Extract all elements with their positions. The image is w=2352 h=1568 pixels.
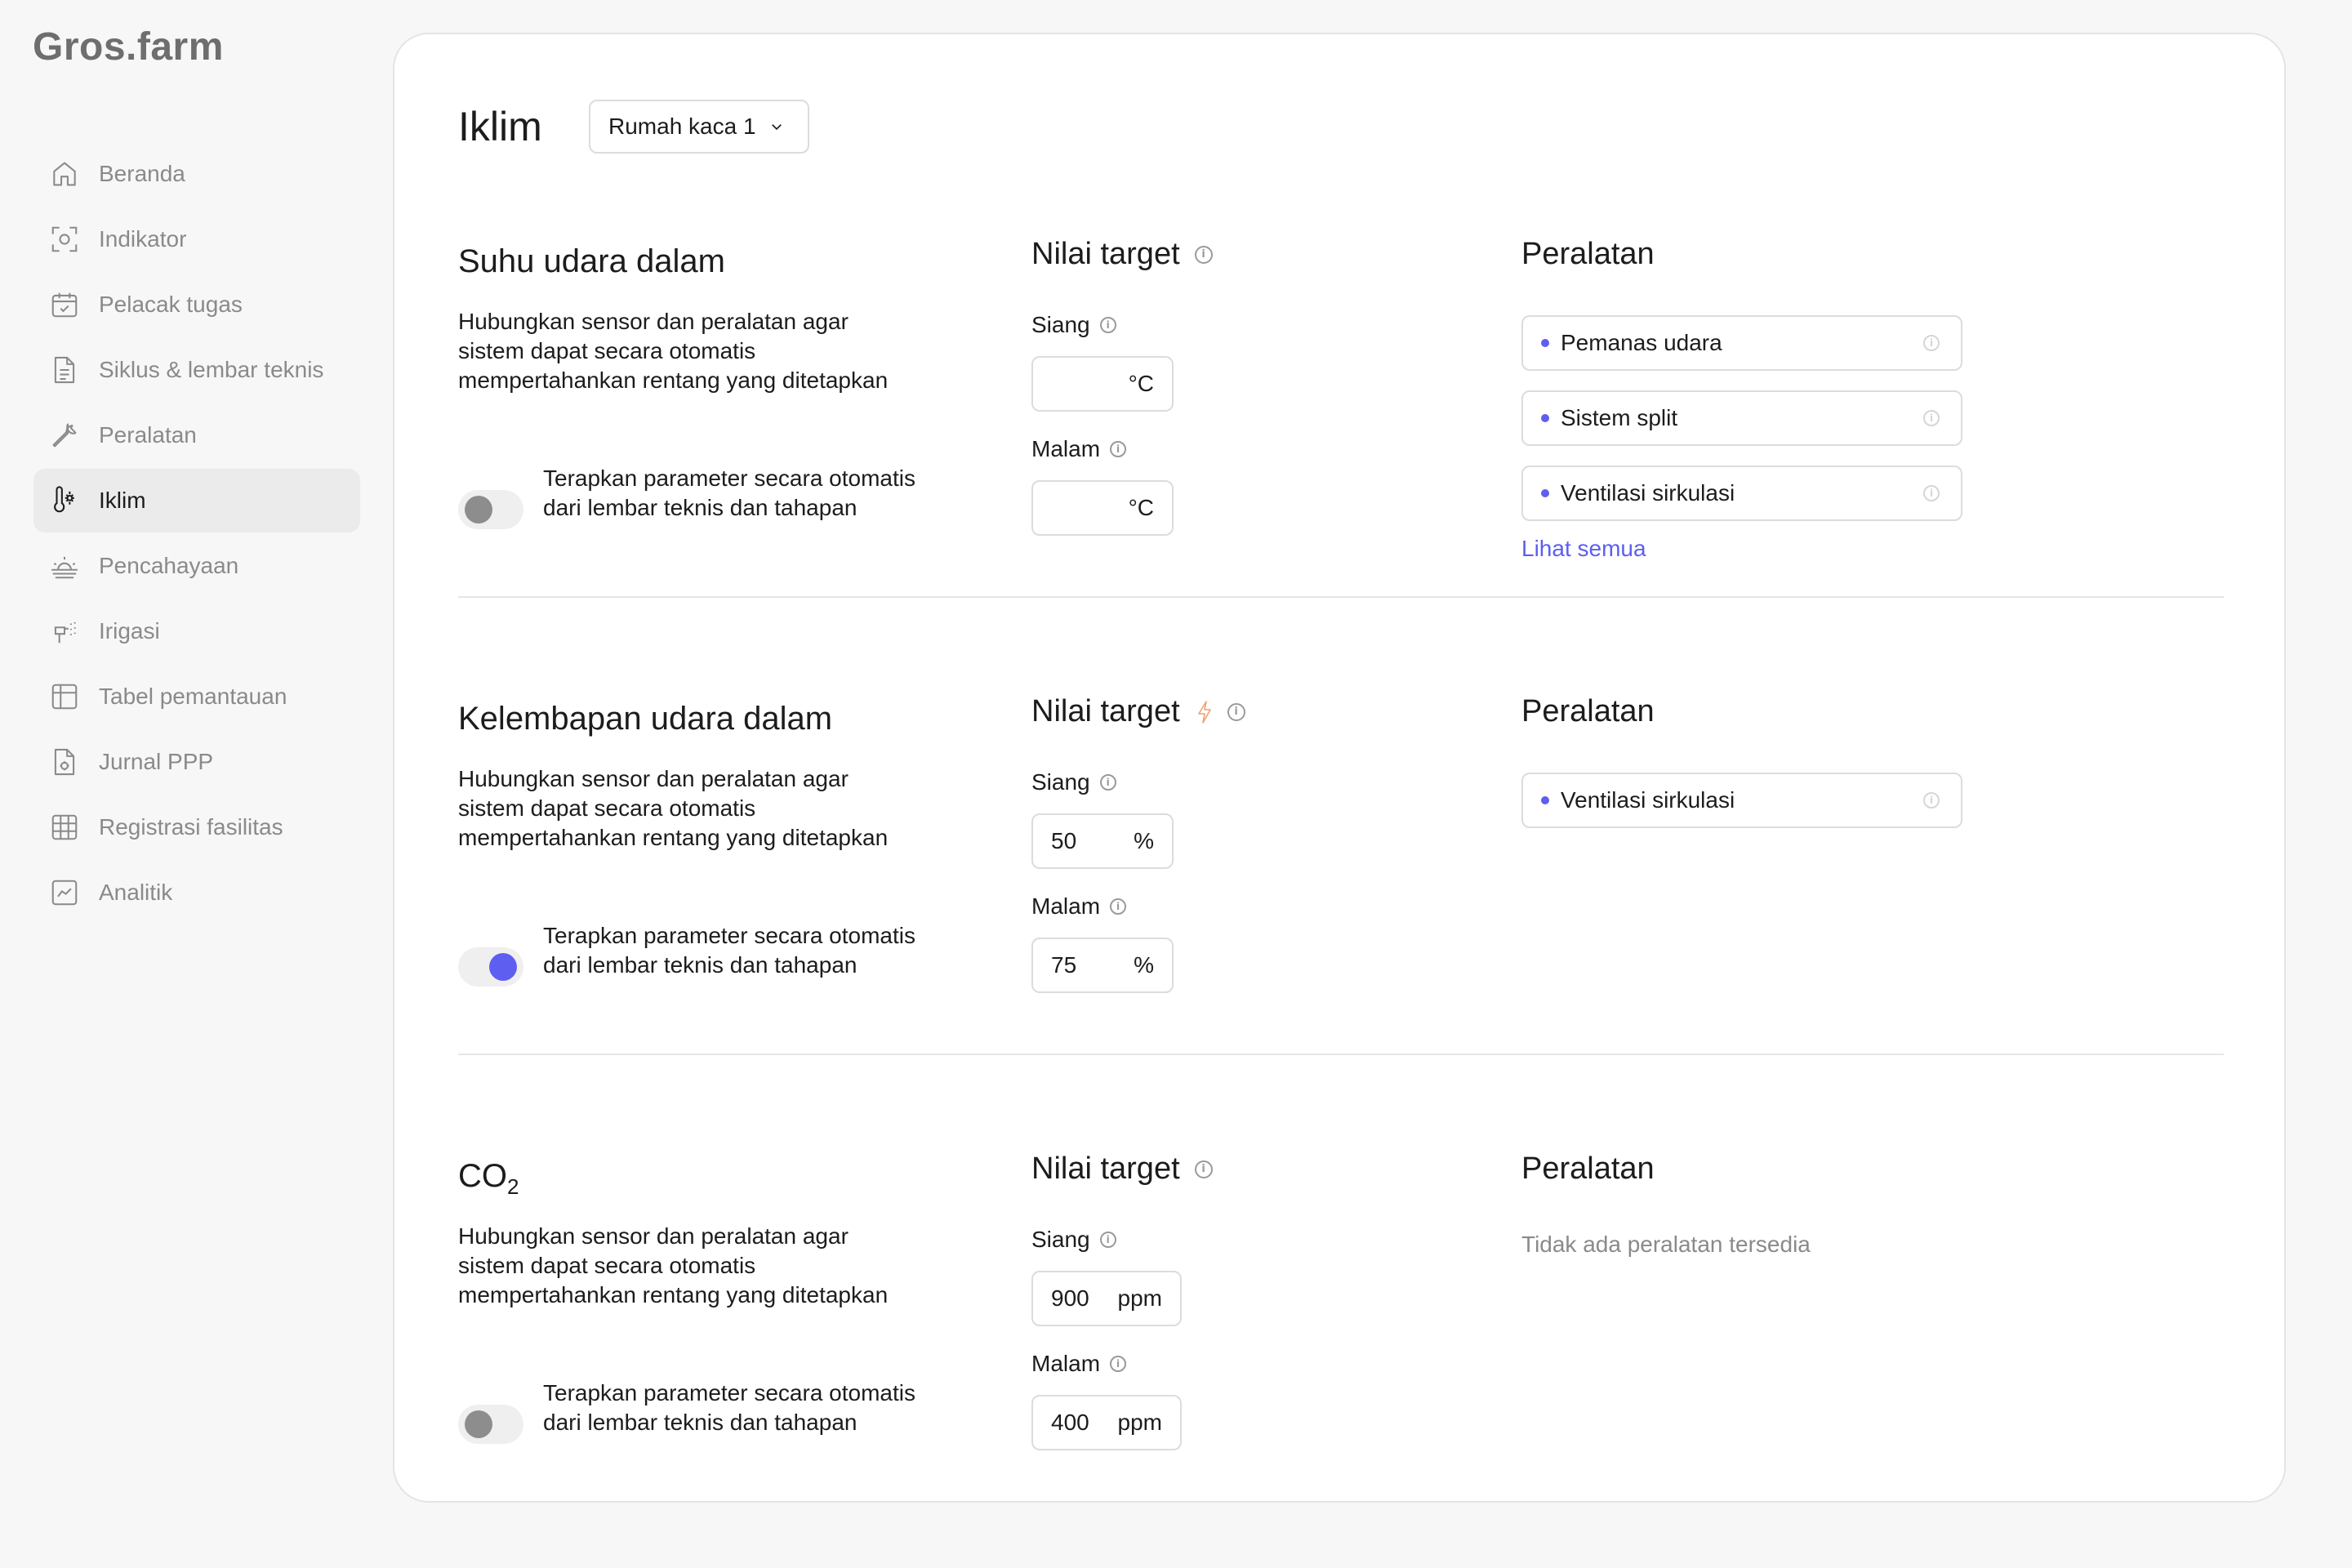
equipment-heading: Peralatan: [1521, 1152, 1655, 1186]
unit-label: °C: [1128, 371, 1154, 396]
section-title: Kelembapan udara dalam: [458, 701, 833, 737]
analytics-icon: [48, 876, 81, 909]
sunrise-icon: [48, 550, 81, 582]
chevron-down-icon: [769, 119, 784, 134]
equipment-name: Pemanas udara: [1561, 330, 1722, 355]
sidebar-item-indikator[interactable]: [33, 207, 360, 271]
target-heading: [1031, 237, 1213, 272]
status-dot: [1541, 339, 1549, 347]
status-dot: [1541, 796, 1549, 804]
sidebar-item-label: Siklus & lembar teknis: [99, 357, 324, 382]
section-title: [458, 1158, 519, 1200]
day-value-input[interactable]: [1031, 1271, 1182, 1326]
info-icon[interactable]: i: [1195, 1160, 1213, 1178]
equipment-name: Ventilasi sirkulasi: [1561, 480, 1735, 506]
auto-params-toggle[interactable]: [458, 947, 523, 987]
thermometer-sun-icon: [48, 484, 81, 517]
night-value-input[interactable]: [1031, 938, 1174, 993]
day-label-text: Siang: [1031, 1227, 1090, 1252]
day-label-text: Siang: [1031, 312, 1090, 337]
section-description: Hubungkan sensor dan peralatan agar sistem dapat secara otomatis mempertahankan rentang yang ditetapkan: [458, 1223, 889, 1307]
info-icon[interactable]: i: [1100, 317, 1116, 333]
section-air-temperature: [458, 212, 2224, 653]
toggle-label: Terapkan parameter secara otomatis dari lembar teknis dan tahapan: [543, 923, 915, 978]
toggle-knob: [465, 496, 492, 523]
day-value-input[interactable]: [1031, 356, 1174, 412]
section-co2: [458, 1127, 2224, 1568]
sidebar-item-pencahayaan[interactable]: [33, 534, 360, 598]
night-label-text: Malam: [1031, 893, 1101, 919]
night-label: [1031, 436, 1126, 462]
sidebar-item-label: Tabel pemantauan: [99, 684, 287, 709]
section-title-text: CO: [458, 1158, 507, 1194]
equipment-item[interactable]: [1521, 773, 1962, 828]
auto-params-toggle[interactable]: [458, 490, 523, 529]
night-value-input[interactable]: [1031, 480, 1174, 536]
sidebar-item-label: Indikator: [99, 226, 187, 252]
calendar-check-icon: [48, 288, 81, 321]
section-description: Hubungkan sensor dan peralatan agar sistem dapat secara otomatis mempertahankan rentang yang ditetapkan: [458, 309, 889, 393]
section-title-subscript: 2: [507, 1174, 519, 1199]
unit-label: %: [1134, 952, 1154, 978]
info-icon[interactable]: i: [1110, 898, 1126, 915]
day-value-input[interactable]: [1031, 813, 1174, 869]
day-label-text: Siang: [1031, 769, 1090, 795]
info-icon[interactable]: i: [1195, 246, 1213, 264]
equipment-heading: Peralatan: [1521, 237, 1655, 271]
sidebar-item-iklim[interactable]: [33, 469, 360, 532]
document-icon: [48, 354, 81, 386]
sidebar-item-analitik[interactable]: [33, 861, 360, 924]
night-value: 400: [1051, 1410, 1089, 1435]
sidebar-item-label: Analitik: [99, 880, 173, 905]
unit-label: ppm: [1117, 1410, 1162, 1435]
info-icon[interactable]: i: [1923, 485, 1940, 501]
no-equipment-text: Tidak ada peralatan tersedia: [1521, 1232, 1811, 1257]
target-heading-text: Nilai target: [1031, 1152, 1180, 1186]
equipment-heading: Peralatan: [1521, 694, 1655, 728]
equipment-item[interactable]: [1521, 315, 1962, 371]
night-label: [1031, 1351, 1126, 1377]
info-icon[interactable]: i: [1923, 335, 1940, 351]
info-icon[interactable]: i: [1100, 774, 1116, 791]
info-icon[interactable]: i: [1227, 703, 1245, 721]
page-title: Iklim: [458, 104, 542, 149]
sidebar-item-siklus[interactable]: [33, 338, 360, 402]
toggle-label: Terapkan parameter secara otomatis dari lembar teknis dan tahapan: [543, 466, 915, 520]
target-heading-text: Nilai target: [1031, 694, 1180, 728]
equipment-item[interactable]: [1521, 390, 1962, 446]
toggle-knob: [465, 1410, 492, 1438]
night-value-input[interactable]: [1031, 1395, 1182, 1450]
see-all-link[interactable]: Lihat semua: [1521, 536, 1646, 561]
equipment-name: Ventilasi sirkulasi: [1561, 787, 1735, 813]
section-description: Hubungkan sensor dan peralatan agar sistem dapat secara otomatis mempertahankan rentang yang ditetapkan: [458, 766, 889, 850]
sidebar-item-tabel-pemantauan[interactable]: [33, 665, 360, 728]
sidebar-item-pelacak-tugas[interactable]: [33, 273, 360, 336]
target-heading: [1031, 1152, 1213, 1187]
info-icon[interactable]: i: [1110, 441, 1126, 457]
toggle-knob: [489, 953, 517, 981]
journal-icon: [48, 746, 81, 778]
sidebar-item-irigasi[interactable]: [33, 599, 360, 663]
toggle-label: Terapkan parameter secara otomatis dari lembar teknis dan tahapan: [543, 1380, 915, 1435]
unit-label: °C: [1128, 495, 1154, 520]
irrigation-icon: [48, 615, 81, 648]
info-icon[interactable]: i: [1100, 1232, 1116, 1248]
sidebar-item-label: Registrasi fasilitas: [99, 814, 283, 840]
wrench-icon: [48, 419, 81, 452]
section-title: Suhu udara dalam: [458, 243, 725, 279]
climate-card: [393, 33, 2286, 1503]
sidebar-item-label: Peralatan: [99, 422, 197, 448]
sidebar-nav: [33, 142, 360, 926]
day-label: [1031, 312, 1116, 338]
day-label: [1031, 1227, 1116, 1253]
indicator-icon: [48, 223, 81, 256]
sidebar-item-beranda[interactable]: [33, 142, 360, 206]
unit-label: ppm: [1117, 1285, 1162, 1311]
sidebar-item-label: Irigasi: [99, 618, 160, 644]
day-value: 50: [1051, 828, 1077, 853]
home-icon: [48, 158, 81, 190]
night-label-text: Malam: [1031, 436, 1101, 461]
status-dot: [1541, 414, 1549, 422]
day-value: 900: [1051, 1285, 1089, 1311]
day-label: [1031, 769, 1116, 795]
greenhouse-select-value: Rumah kaca 1: [608, 114, 756, 139]
sidebar-item-label: Pencahayaan: [99, 553, 239, 578]
night-label: [1031, 893, 1126, 920]
target-heading: [1031, 694, 1245, 729]
sidebar-item-label: Beranda: [99, 161, 185, 186]
auto-params-toggle[interactable]: [458, 1405, 523, 1444]
sidebar-item-label: Pelacak tugas: [99, 292, 243, 317]
status-dot: [1541, 489, 1549, 497]
divider: [458, 596, 2224, 598]
sidebar-item-jurnal-ppp[interactable]: [33, 730, 360, 794]
equipment-item[interactable]: [1521, 466, 1962, 521]
table-icon: [48, 680, 81, 713]
info-icon[interactable]: i: [1110, 1356, 1126, 1372]
equipment-name: Sistem split: [1561, 405, 1678, 430]
lightning-icon: [1195, 700, 1214, 724]
night-label-text: Malam: [1031, 1351, 1101, 1376]
night-value: 75: [1051, 952, 1077, 978]
sidebar-item-label: Jurnal PPP: [99, 749, 214, 774]
divider: [458, 1054, 2224, 1055]
app-logo[interactable]: Gros.farm: [33, 25, 224, 69]
sidebar-item-peralatan[interactable]: [33, 403, 360, 467]
unit-label: %: [1134, 828, 1154, 853]
sidebar-item-label: Iklim: [99, 488, 146, 513]
section-air-humidity: [458, 670, 2224, 1111]
info-icon[interactable]: i: [1923, 410, 1940, 426]
info-icon[interactable]: i: [1923, 792, 1940, 808]
greenhouse-select[interactable]: [589, 100, 809, 154]
sidebar-item-registrasi-fasilitas[interactable]: [33, 795, 360, 859]
grid-icon: [48, 811, 81, 844]
target-heading-text: Nilai target: [1031, 237, 1180, 271]
